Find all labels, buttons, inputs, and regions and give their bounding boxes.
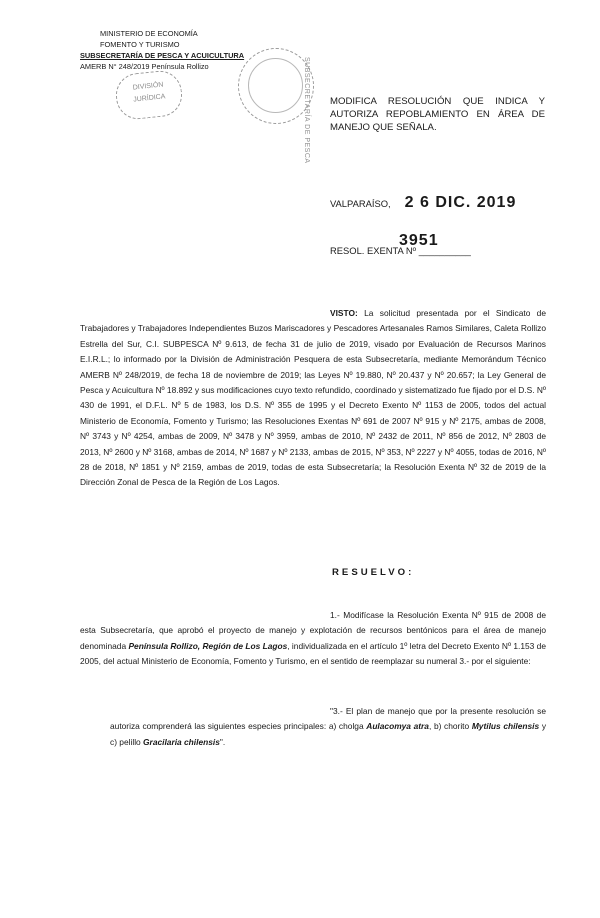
visto-text: La solicitud presentada por el Sindicato de Trabajadores y Trabajadores Independientes Buzos Mariscadores y Pescadores Artesanales Ramos Similares, Caleta Rollizo Estrella del Sur, C.I. SUBPESCA Nº 9.613, de fecha 31 de julio de 2019, visado por Evaluación de Recursos Marinos E.I.R.L.; lo informado por la División de Administración Pesquera de esta Subsecretaría, mediante Memorándum Técnico AMERB Nº 248/2019, de fecha 18 de noviembre de 2019; las Leyes Nº 19.880, Nº 20.437 y Nº 20.657; la Ley General de Pesca y Acuicultura Nº 18.892 y sus modificaciones cuyo texto refundido, coordinado y sistematizado fue fijado por el D.S. Nº 430 de 1991, el D.F.L. Nº 5 de 1983, los D.S. Nº 355 de 1995 y el Decreto Exento Nº 1153 de 2005, todos del actual Ministerio de Economía, Fomento y Turismo; las Resoluciones Exentas Nº 691 de 2007 Nº 915 y Nº 2175, ambas de 2008, Nº 3743 y Nº 4254, ambas de 2009, Nº 3478 y Nº 3959, ambas de 2010, Nº 2432 de 2011, Nº 856 de 2012, Nº 2803 de 2013, Nº 2600 y Nº 3168, ambas de 2014, Nº 1687 y Nº 2133, ambas de 2015, Nº 353, Nº 2227 y Nº 4055, todas de 2016, Nº 28 de 2018, Nº 1851 y Nº 2159, ambas de 2019, todas de esta Subsecretaría; la Resolución Exenta Nº 32 de 2019 de la Dirección Zonal de Pesca de la Región de Los Lagos. [80, 308, 546, 488]
issue-date: 2 6 DIC. 2019 [404, 194, 517, 211]
species-3: Gracilaria chilensis [143, 736, 220, 747]
issuer-header [80, 28, 255, 72]
point-3-text-d: ". [219, 736, 226, 747]
species-2: Mytilus chilensis [471, 721, 540, 732]
stamp-line-1: DIVISIÓN [132, 81, 164, 92]
visto-paragraph [80, 306, 546, 491]
resolution-value: 3951 [399, 232, 439, 249]
file-reference: AMERB N° 248/2019 Península Rollizo [80, 62, 209, 71]
point-3-text-b: , b) chorito [428, 721, 472, 732]
stamp-line-2: JURÍDICA [132, 93, 166, 104]
resolution-number [330, 232, 471, 256]
point-3-paragraph [110, 704, 546, 750]
point-3-text-a: "3.- El plan de manejo que por la presente resolución se autoriza comprenderá las siguientes especies principales: a) cholga [110, 706, 546, 732]
seal-text: SUBSECRETARÍA DE PESCA [303, 57, 310, 164]
ministry-name: MINISTERIO DE ECONOMÍA [100, 29, 198, 38]
resuelvo-heading: RESUELVO: [332, 567, 415, 578]
point-1-paragraph [80, 608, 546, 670]
seal-stamp [238, 48, 314, 164]
seal-ring [248, 58, 303, 113]
resolution-label: RESOL. EXENTA Nº __________ [330, 245, 471, 256]
division-stamp [114, 69, 184, 122]
document-subject: MODIFICA RESOLUCIÓN QUE INDICA Y AUTORIZA REPOBLAMIENTO EN ÁREA DE MANEJO QUE SEÑALA. [330, 96, 545, 133]
place-date [330, 194, 516, 212]
point-3-text-c: y c) pelillo [110, 721, 547, 747]
area-name: Península Rollizo, Región de Los Lagos [128, 640, 288, 651]
point-1-text-b: , individualizada en el artículo 1º letra del Decreto Exento Nº 1.153 de 2005, del actual Ministerio de Economía, Fomento y Turismo, en el sentido de reemplazar su numeral 3.- por el siguiente: [80, 640, 546, 667]
visto-label: VISTO: [330, 308, 358, 318]
city: VALPARAÍSO, [330, 198, 391, 209]
subsecretariat-name: SUBSECRETARÍA DE PESCA Y ACUICULTURA [80, 51, 245, 60]
point-1-text-a: 1.- Modifícase la Resolución Exenta Nº 915 de 2008 de esta Subsecretaría, que aprobó el proyecto de manejo y explotación de recursos bentónicos para el área de manejo denominada [80, 610, 546, 651]
ministry-subname: FOMENTO Y TURISMO [100, 40, 180, 49]
species-1: Aulacomya atra [366, 721, 429, 732]
